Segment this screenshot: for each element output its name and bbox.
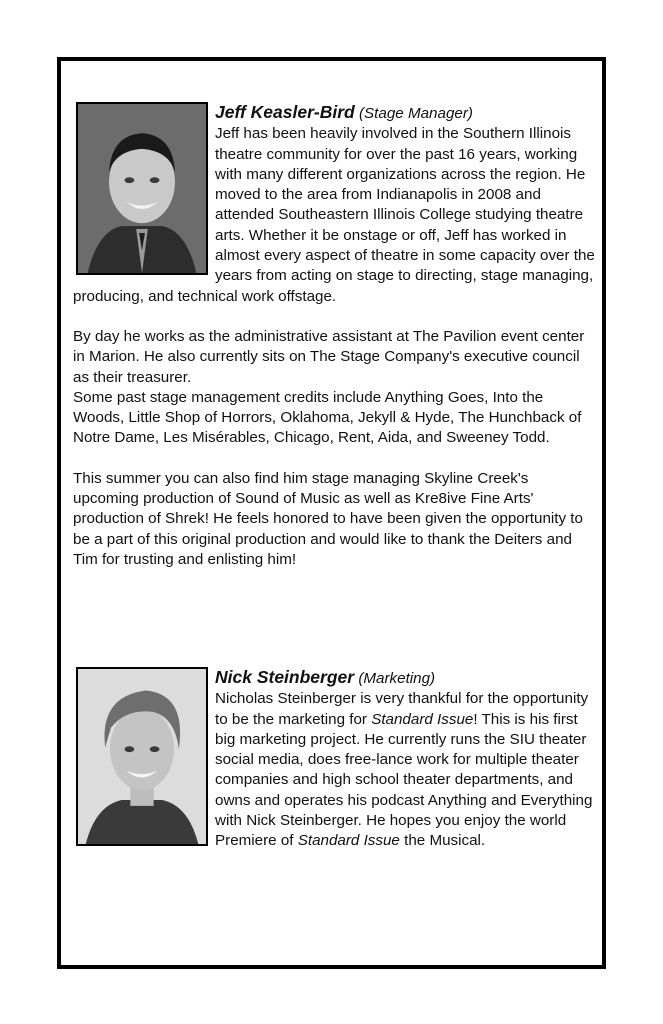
nick-role: (Marketing) [358,670,436,687]
jeff-name: Jeff Keasler-Bird [215,102,355,122]
nick-headshot-image [76,667,208,846]
nick-name: Nick Steinberger [215,667,355,687]
jeff-role: (Stage Manager) [358,105,473,122]
jeff-headshot-image [76,102,208,275]
jeff-bio-para-4: This summer you can also find him stage managing Skyline Creek's upcoming production of Sound of Music as well as Kre8ive Fine Arts' production of Shrek! He feels honored to have been given the opportunity to be a part of this original production and would like to thank the Deiters and Tim for trusting and enlisting him! [73,469,583,568]
jeff-bio-para-2: By day he works as the administrative assistant at The Pavilion event center in Marion. He also currently sits on The Stage Company's executive council as their treasurer. [73,327,585,386]
bio-jeff [73,102,595,570]
nick-bio-text-a: Nicholas Steinberger is very thankful for the opportunity to be the marketing for [215,690,589,728]
nick-bio-text-c: the Musical. [399,832,486,850]
bio-nick [73,667,595,852]
jeff-bio-para-1: Jeff has been heavily involved in the Southern Illinois theatre community for over the past 16 years, working with many different organizations across the region. He moved to the area from Indianapolis in 2008 and attended Southeastern Illinois College studying theatre arts. Whether it be onstage or off, Jeff has worked in almost every aspect of theatre in some capacity over the years from acting on stage to directing, stage managing, producing, and technical work offstage. [73,125,595,305]
page-border [57,57,606,969]
nick-show-title-1: Standard Issue [371,710,474,728]
nick-show-title-2: Standard Issue [297,832,400,850]
jeff-bio-para-3: Some past stage management credits include Anything Goes, Into the Woods, Little Shop of Horrors, Oklahoma, Jekyll & Hyde, The Hunchback of Notre Dame, Les Misérables, Chicago, Rent, Aida, and Sweeney Todd. [73,388,582,447]
nick-bio-text-b: ! This is his first big marketing project. He currently runs the SIU theater social media, does free-lance work for multiple theater companies and high school theater departments, and owns and operates his podcast Anything and Everything with Nick Steinberger. He hopes you enjoy the world Premiere of [215,710,593,850]
